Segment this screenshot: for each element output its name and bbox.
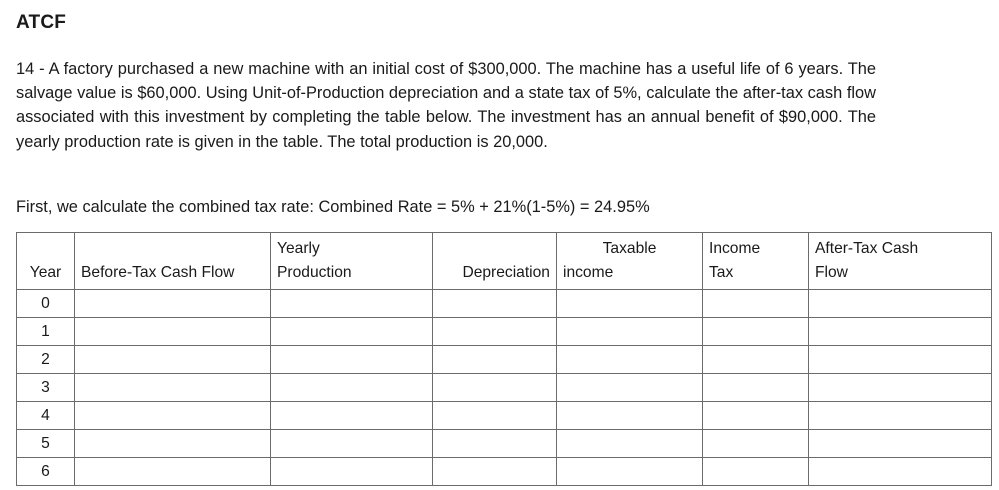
table-row (17, 430, 992, 458)
cell-taxable-income[interactable] (557, 290, 703, 318)
table-header-row (17, 233, 992, 290)
cell-income-tax[interactable] (703, 318, 809, 346)
cell-income-tax[interactable] (703, 430, 809, 458)
cell-taxable-income[interactable] (557, 318, 703, 346)
cell-income-tax[interactable] (703, 458, 809, 486)
cell-before-tax-cash-flow[interactable] (75, 290, 271, 318)
cell-yearly-production[interactable] (271, 458, 433, 486)
cell-yearly-production[interactable] (271, 346, 433, 374)
cell-yearly-production[interactable] (271, 430, 433, 458)
cell-income-tax[interactable] (703, 374, 809, 402)
cell-year: 3 (17, 374, 75, 402)
cell-yearly-production[interactable] (271, 374, 433, 402)
cell-taxable-income[interactable] (557, 430, 703, 458)
cell-income-tax[interactable] (703, 290, 809, 318)
cell-taxable-income[interactable] (557, 402, 703, 430)
table-row (17, 346, 992, 374)
table-row (17, 458, 992, 486)
cell-after-tax-cash-flow[interactable] (809, 290, 992, 318)
cell-year: 1 (17, 318, 75, 346)
cell-year: 0 (17, 290, 75, 318)
header-after-tax-cash-flow: After-Tax Cash Flow (809, 233, 992, 290)
header-taxable-income: Taxable income (557, 233, 703, 290)
cell-before-tax-cash-flow[interactable] (75, 430, 271, 458)
cell-depreciation[interactable] (433, 346, 557, 374)
cell-year: 2 (17, 346, 75, 374)
table-row (17, 318, 992, 346)
cell-before-tax-cash-flow[interactable] (75, 318, 271, 346)
cell-depreciation[interactable] (433, 430, 557, 458)
cell-before-tax-cash-flow[interactable] (75, 458, 271, 486)
cell-before-tax-cash-flow[interactable] (75, 402, 271, 430)
cell-after-tax-cash-flow[interactable] (809, 346, 992, 374)
cell-after-tax-cash-flow[interactable] (809, 430, 992, 458)
table-row (17, 374, 992, 402)
combined-tax-rate-text: First, we calculate the combined tax rate: Combined Rate = 5% + 21%(1-5%) = 24.95% (16, 198, 650, 216)
cell-income-tax[interactable] (703, 402, 809, 430)
cell-after-tax-cash-flow[interactable] (809, 318, 992, 346)
cell-year: 4 (17, 402, 75, 430)
cell-after-tax-cash-flow[interactable] (809, 374, 992, 402)
page-title: ATCF (16, 12, 67, 33)
cell-depreciation[interactable] (433, 458, 557, 486)
cell-year: 6 (17, 458, 75, 486)
cell-yearly-production[interactable] (271, 318, 433, 346)
cell-yearly-production[interactable] (271, 402, 433, 430)
cell-after-tax-cash-flow[interactable] (809, 402, 992, 430)
header-yearly-production: Yearly Production (271, 233, 433, 290)
cell-depreciation[interactable] (433, 402, 557, 430)
cell-taxable-income[interactable] (557, 458, 703, 486)
problem-statement: 14 - A factory purchased a new machine with an initial cost of $300,000. The machine has a useful life of 6 years. The salvage value is $60,000. Using Unit-of-Production depreciation and a state tax of 5%, calculate the after-tax cash flow associated with this investment by completing the table below. The investment has an annual benefit of $90,000. The yearly production rate is given in the table. The total production is 20,000. (16, 60, 876, 151)
cell-year: 5 (17, 430, 75, 458)
table-body (17, 290, 992, 486)
header-income-tax: Income Tax (703, 233, 809, 290)
cell-yearly-production[interactable] (271, 290, 433, 318)
header-depreciation: Depreciation (433, 233, 557, 290)
header-year: Year (17, 233, 75, 290)
cell-income-tax[interactable] (703, 346, 809, 374)
cell-taxable-income[interactable] (557, 346, 703, 374)
table-row (17, 402, 992, 430)
cell-before-tax-cash-flow[interactable] (75, 346, 271, 374)
table-row (17, 290, 992, 318)
cell-depreciation[interactable] (433, 374, 557, 402)
header-before-tax-cash-flow: Before-Tax Cash Flow (75, 233, 271, 290)
cell-taxable-income[interactable] (557, 374, 703, 402)
cell-depreciation[interactable] (433, 318, 557, 346)
cell-before-tax-cash-flow[interactable] (75, 374, 271, 402)
cell-depreciation[interactable] (433, 290, 557, 318)
atcf-table (16, 232, 992, 486)
cell-after-tax-cash-flow[interactable] (809, 458, 992, 486)
